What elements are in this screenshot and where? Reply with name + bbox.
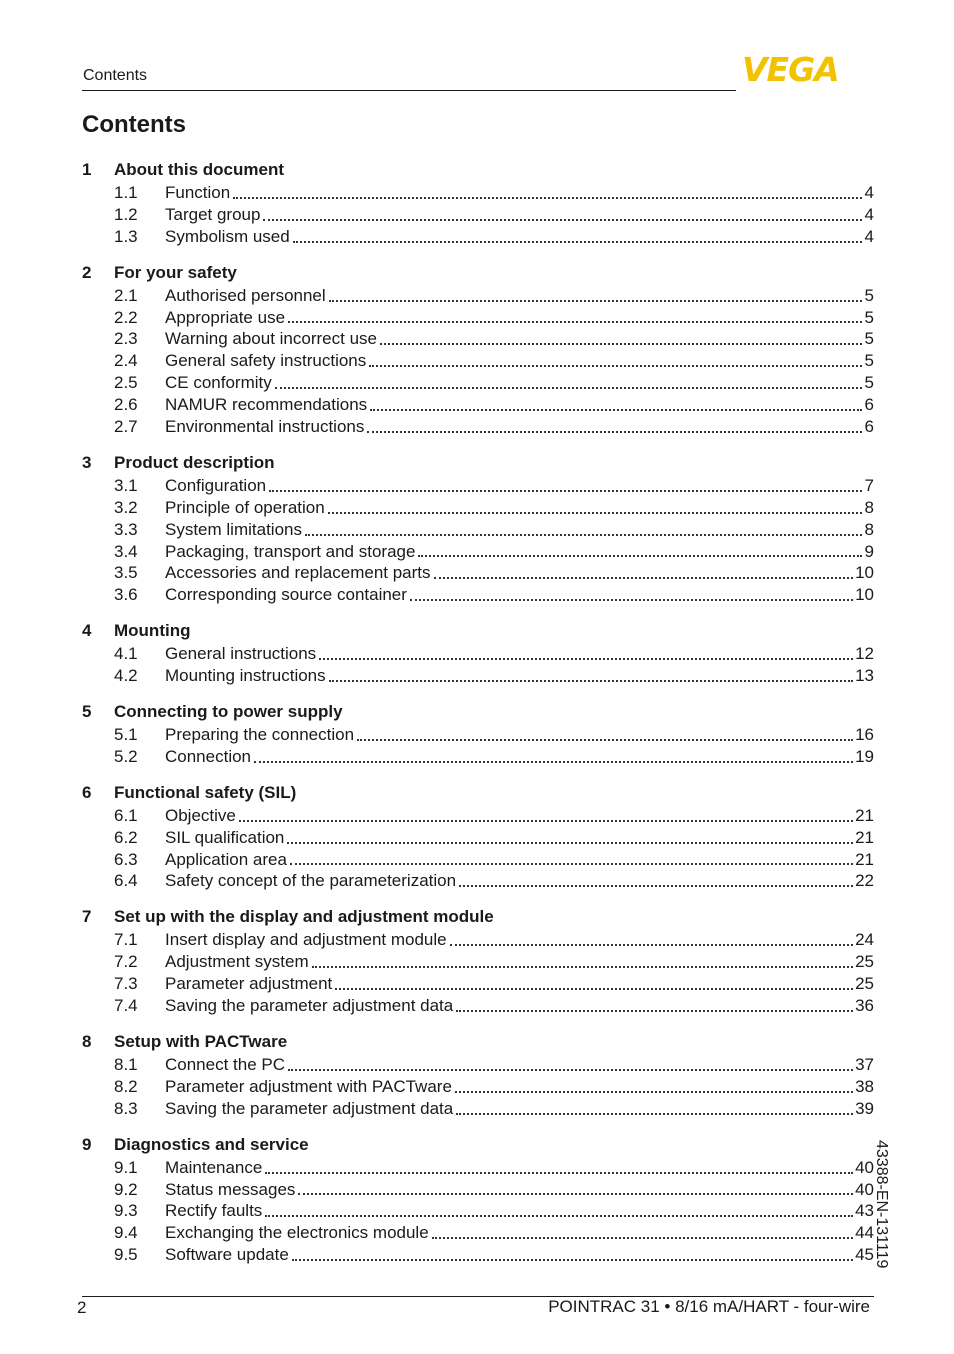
entry-title: Software update [165,1245,289,1265]
vega-logo-graphic [742,52,872,84]
running-head: Contents [83,67,148,84]
entry-number: 1.3 [114,226,138,246]
dot-leader [434,577,854,579]
entry-number: 2.1 [114,285,138,305]
entry-title: CE conformity [165,373,272,393]
table-of-contents [82,158,874,1279]
page-title: Contents [82,111,186,138]
entry-page-number: 43 [855,1201,874,1221]
dot-leader [455,1091,853,1093]
dot-leader [456,1010,853,1012]
dot-leader [367,431,862,433]
toc-entry[interactable] [82,350,874,372]
entry-title: Connection [165,746,252,766]
toc-entry[interactable] [82,182,874,204]
vega-logo [742,52,872,84]
entry-title: Environmental instructions [165,417,365,437]
dot-leader [380,343,862,345]
toc-entry[interactable] [82,1098,874,1120]
entry-title: Appropriate use [165,307,286,327]
header-rule [82,90,736,91]
section-title: Setup with PACTware [114,1031,288,1051]
dot-leader [329,300,862,302]
dot-leader [269,490,862,492]
dot-leader [432,1237,853,1239]
entry-number: 6.2 [114,827,138,847]
dot-leader [298,1193,853,1195]
dot-leader [292,1259,853,1261]
entry-number: 3.1 [114,475,138,495]
toc-entry[interactable] [82,562,874,584]
toc-section [82,1030,874,1120]
toc-entry[interactable] [82,643,874,665]
entry-title: Status messages [165,1179,296,1199]
dot-leader [319,658,853,660]
entry-title: Connect the PC [165,1054,286,1074]
toc-section-heading[interactable] [82,781,874,805]
entry-title: Authorised personnel [165,285,326,305]
section-number: 5 [82,702,92,722]
toc-section-heading[interactable] [82,1133,874,1157]
entry-number: 7.1 [114,930,138,950]
entry-title: Insert display and adjustment module [165,930,447,950]
toc-section-heading[interactable] [82,619,874,643]
dot-leader [312,966,853,968]
entry-title: Function [165,183,231,202]
dot-leader [275,387,862,389]
entry-number: 8.3 [114,1098,138,1118]
entry-page-number: 10 [855,585,874,605]
entry-number: 2.4 [114,351,138,371]
entry-title: Parameter adjustment with PACTware [165,1076,452,1096]
entry-page-number: 25 [855,974,874,994]
entry-number: 9.3 [114,1201,138,1221]
toc-entry[interactable] [82,724,874,746]
entry-title: Exchanging the electronics module [165,1223,429,1243]
entry-number: 3.4 [114,541,138,561]
toc-entry[interactable] [82,475,874,497]
entry-page-number: 36 [855,996,874,1016]
toc-entry[interactable] [82,1244,874,1266]
footer-product-name: POINTRAC 31 • 8/16 mA/HART - four-wire [548,1297,870,1316]
entry-title: Rectify faults [165,1201,263,1221]
footer-page-number: 2 [77,1298,87,1317]
dot-leader [265,1215,853,1217]
entry-page-number: 5 [864,285,874,305]
section-number: 4 [82,621,92,641]
dot-leader [265,1172,853,1174]
toc-entry[interactable] [82,394,874,416]
entry-title: Adjustment system [165,952,309,972]
dot-leader [233,197,862,199]
dot-leader [305,534,862,536]
toc-entry[interactable] [82,870,874,892]
entry-page-number: 16 [855,725,874,745]
entry-title: Preparing the connection [165,725,355,745]
toc-entry[interactable] [82,973,874,995]
entry-title: Configuration [165,475,267,495]
entry-number: 9.5 [114,1245,138,1265]
entry-number: 2.7 [114,417,138,437]
entry-number: 7.4 [114,996,138,1016]
entry-number: 9.2 [114,1179,138,1199]
dot-leader [288,321,862,323]
entry-number: 6.1 [114,805,138,825]
dot-leader [456,1113,853,1115]
section-number: 3 [82,452,92,472]
toc-section-heading[interactable] [82,451,874,475]
entry-title: Symbolism used [165,226,290,246]
entry-title: Application area [165,849,287,869]
entry-page-number: 40 [855,1179,874,1199]
entry-page-number: 7 [864,475,874,495]
toc-entry[interactable] [82,519,874,541]
entry-number: 3.2 [114,497,138,517]
toc-entry[interactable] [82,805,874,827]
entry-page-number: 6 [864,395,874,415]
toc-section [82,158,874,248]
entry-number: 3.3 [114,519,138,539]
entry-number: 9.4 [114,1223,138,1243]
entry-page-number: 25 [855,952,874,972]
entry-number: 1.2 [114,204,138,224]
section-title: Set up with the display and adjustment module [114,907,494,927]
entry-number: 2.3 [114,329,138,349]
dot-leader [290,863,853,865]
entry-page-number: 44 [855,1223,874,1243]
entry-page-number: 5 [864,329,874,349]
toc-section [82,1133,874,1266]
toc-entry[interactable] [82,497,874,519]
toc-entry[interactable] [82,929,874,951]
entry-page-number: 38 [855,1076,874,1096]
entry-number: 2.6 [114,395,138,415]
entry-number: 4.2 [114,666,138,686]
entry-number: 3.6 [114,585,138,605]
entry-number: 3.5 [114,563,138,583]
section-number: 9 [82,1134,92,1154]
toc-entry[interactable] [82,328,874,350]
dot-leader [357,739,853,741]
entry-page-number: 21 [855,827,874,847]
toc-section [82,619,874,687]
entry-title: Safety concept of the parameterization [165,871,457,891]
toc-entry[interactable] [82,307,874,329]
dot-leader [418,555,862,557]
entry-title: Maintenance [165,1157,263,1177]
entry-number: 6.3 [114,849,138,869]
toc-section [82,781,874,893]
toc-entry[interactable] [82,665,874,687]
toc-section-heading[interactable] [82,158,874,182]
entry-page-number: 5 [864,307,874,327]
toc-entry[interactable] [82,1179,874,1201]
entry-title: Mounting instructions [165,666,326,686]
entry-number: 2.5 [114,373,138,393]
toc-entry[interactable] [82,584,874,606]
entry-page-number: 8 [864,519,874,539]
dot-leader [410,599,853,601]
entry-page-number: 4 [864,204,874,224]
entry-title: Parameter adjustment [165,974,333,994]
entry-title: Warning about incorrect use [165,329,377,349]
entry-page-number: 5 [864,373,874,393]
entry-page-number: 40 [855,1157,874,1177]
dot-leader [239,820,853,822]
dot-leader [287,842,853,844]
entry-number: 1.1 [114,183,138,202]
toc-entry[interactable] [82,1222,874,1244]
section-number: 7 [82,907,92,927]
entry-title: Packaging, transport and storage [165,541,416,561]
toc-entry[interactable] [82,1054,874,1076]
entry-title: NAMUR recommendations [165,395,368,415]
dot-leader [328,512,862,514]
toc-entry[interactable] [82,541,874,563]
toc-section [82,700,874,768]
section-number: 1 [82,160,92,179]
entry-title: General instructions [165,644,317,664]
toc-entry[interactable] [82,951,874,973]
toc-section-heading[interactable] [82,905,874,929]
document-code: 43388-EN-131119 [873,1140,890,1269]
dot-leader [254,761,853,763]
toc-entry[interactable] [82,226,874,248]
entry-page-number: 45 [855,1245,874,1265]
entry-page-number: 22 [855,871,874,891]
section-title: Connecting to power supply [114,702,343,722]
entry-page-number: 10 [855,563,874,583]
toc-entry[interactable] [82,204,874,226]
entry-page-number: 13 [855,666,874,686]
entry-page-number: 24 [855,930,874,950]
entry-title: Objective [165,805,236,825]
toc-entry[interactable] [82,995,874,1017]
toc-section-heading[interactable] [82,261,874,285]
dot-leader [369,365,862,367]
entry-title: Corresponding source container [165,585,407,605]
entry-number: 5.2 [114,746,138,766]
entry-title: System limitations [165,519,302,539]
toc-entry[interactable] [82,372,874,394]
entry-number: 7.3 [114,974,138,994]
section-title: Functional safety (SIL) [114,782,297,802]
entry-number: 6.4 [114,871,138,891]
dot-leader [335,988,853,990]
entry-number: 4.1 [114,644,138,664]
dot-leader [459,885,853,887]
toc-section-heading[interactable] [82,700,874,724]
entry-page-number: 39 [855,1098,874,1118]
toc-section-heading[interactable] [82,1030,874,1054]
entry-number: 7.2 [114,952,138,972]
entry-title: Principle of operation [165,497,325,517]
section-number: 8 [82,1031,92,1051]
entry-number: 5.1 [114,725,138,745]
toc-entry[interactable] [82,827,874,849]
entry-page-number: 37 [855,1054,874,1074]
entry-page-number: 6 [864,417,874,437]
toc-section [82,451,874,606]
entry-page-number: 21 [855,805,874,825]
entry-title: Saving the parameter adjustment data [165,996,454,1016]
entry-page-number: 21 [855,849,874,869]
entry-page-number: 19 [855,746,874,766]
toc-entry[interactable] [82,285,874,307]
dot-leader [329,680,853,682]
entry-page-number: 9 [864,541,874,561]
toc-entry[interactable] [82,1076,874,1098]
entry-title: Saving the parameter adjustment data [165,1098,454,1118]
toc-entry[interactable] [82,1157,874,1179]
toc-entry[interactable] [82,1200,874,1222]
entry-number: 8.1 [114,1054,138,1074]
section-number: 6 [82,782,92,802]
entry-page-number: 4 [864,183,874,202]
dot-leader [293,241,862,243]
dot-leader [263,219,862,221]
section-title: Product description [114,452,275,472]
logo-text: VEGA [742,52,839,84]
toc-section [82,261,874,438]
entry-page-number: 8 [864,497,874,517]
entry-title: General safety instructions [165,351,367,371]
entry-page-number: 4 [864,226,874,246]
section-title: Mounting [114,621,191,641]
entry-number: 2.2 [114,307,138,327]
entry-number: 8.2 [114,1076,138,1096]
entry-title: Accessories and replacement parts [165,563,431,583]
section-title: Diagnostics and service [114,1134,309,1154]
dot-leader [288,1069,853,1071]
section-title: About this document [114,160,284,179]
toc-entry[interactable] [82,416,874,438]
entry-title: Target group [165,204,261,224]
section-title: For your safety [114,262,237,282]
entry-page-number: 12 [855,644,874,664]
entry-number: 9.1 [114,1157,138,1177]
toc-entry[interactable] [82,746,874,768]
toc-section [82,905,874,1017]
entry-page-number: 5 [864,351,874,371]
dot-leader [450,944,853,946]
entry-title: SIL qualification [165,827,285,847]
dot-leader [370,409,862,411]
toc-entry[interactable] [82,849,874,871]
section-number: 2 [82,262,92,282]
